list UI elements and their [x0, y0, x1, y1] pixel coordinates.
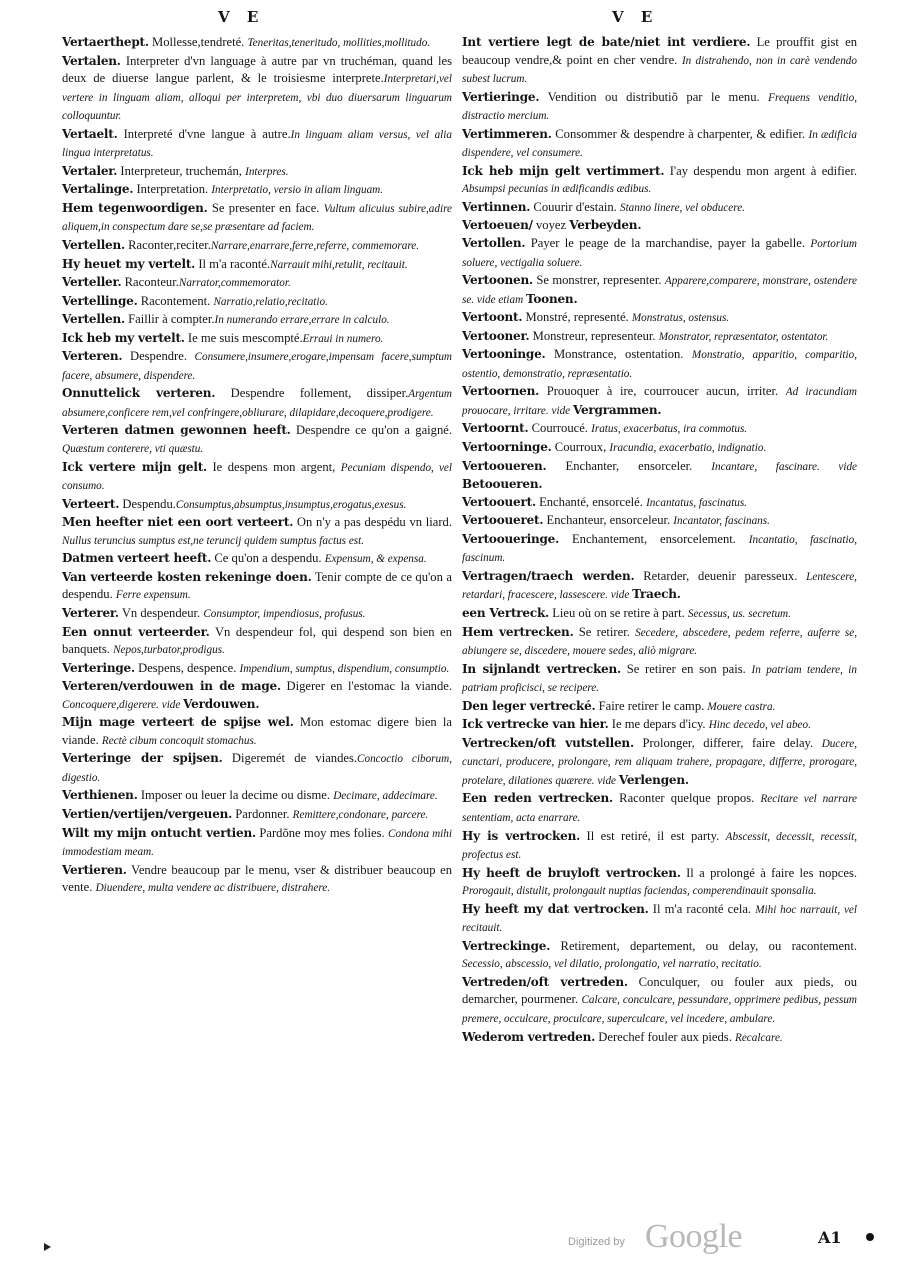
headword: Vertaerthept. [62, 35, 149, 49]
dictionary-entry [62, 459, 452, 496]
french-gloss: Vendre beaucoup par le menu, vser & distribuer beaucoup en vente. [62, 862, 452, 895]
french-gloss: Enchanter, ensorceler. [546, 458, 712, 473]
dictionary-entry [62, 256, 452, 275]
dictionary-entry [462, 974, 857, 1029]
dictionary-entry [62, 181, 452, 200]
latin-gloss: Pecuniam dispendo, vel consumo. [62, 461, 452, 493]
right-running-header: V E [612, 8, 659, 26]
dictionary-entry [62, 53, 452, 126]
headword: Vertieringe. [462, 89, 540, 104]
latin-gloss: Lentescere, retardari, fracescere, lassescere. vide [462, 570, 857, 602]
dictionary-entry [462, 163, 857, 199]
latin-gloss: Diuendere, multa vendere ac distribuere, distrahere. [95, 882, 331, 895]
dictionary-entry [462, 624, 857, 661]
headword: Verteren datmen gewonnen heeft. [62, 423, 291, 438]
dictionary-entry [62, 422, 452, 458]
headword: Vertoont. [462, 310, 523, 325]
french-gloss: Il m'a raconté. [195, 256, 271, 271]
french-gloss: Ce qu'on a despendu. [211, 551, 325, 566]
dictionary-entry [462, 126, 857, 163]
dictionary-entry [62, 126, 452, 163]
headword: Verteller. [62, 275, 122, 290]
latin-gloss: Decimare, addecimare. [333, 790, 438, 803]
french-gloss: Faire retirer le camp. [595, 698, 708, 713]
french-gloss: Raconter,reciter. [125, 238, 211, 253]
french-gloss: Monstreur, representeur. [529, 328, 659, 343]
french-gloss: Imposer ou leuer la decime ou disme. [137, 788, 334, 803]
dictionary-entry [62, 660, 452, 679]
french-gloss: Monstré, representé. [522, 310, 632, 325]
latin-gloss: Monstrator, repræsentator, ostentator. [658, 330, 829, 343]
latin-gloss: Incantare, fascinare. vide [711, 460, 858, 473]
french-gloss: Se retirer en son pais. [621, 661, 752, 676]
headword: Vertreckinge. [462, 938, 551, 953]
french-gloss: Lieu où on se retire à part. [549, 605, 688, 620]
latin-gloss: Quæstum conterere, vti quæstu. [62, 443, 204, 456]
headword: Int vertiere legt de bate/niet int verdiere. [462, 35, 751, 49]
dictionary-entry [462, 494, 857, 513]
headword: Een reden vertrecken. [462, 791, 613, 806]
headword: Verteringe der spijsen. [62, 751, 223, 766]
latin-gloss: Recitare vel narrare sententiam, acta enarrare. [462, 793, 857, 824]
headword: Vertellen. [62, 312, 125, 327]
headword: Vertrecken/oft vutstellen. [462, 735, 634, 750]
dictionary-entry [62, 496, 452, 515]
headword: Vertooueret. [462, 513, 544, 528]
dictionary-entry [62, 237, 452, 256]
dictionary-entry [462, 512, 857, 531]
french-gloss: Pardõne moy mes folies. [255, 825, 389, 840]
latin-gloss: Portorium soluere, vectigalia soluere. [462, 238, 857, 269]
french-gloss: Payer le peage de la marchandise, payer la gabelle. [525, 236, 811, 251]
french-gloss: Racontement. [137, 293, 214, 308]
headword: Den leger vertrecké. [462, 698, 596, 713]
left-column [62, 34, 452, 898]
headword: Vertellinge. [62, 293, 138, 308]
french-gloss: Ie despens mon argent, [207, 459, 341, 474]
dictionary-entry [462, 458, 857, 494]
latin-gloss: Narrare,enarrare,ferre,referre, commemorare. [210, 240, 420, 253]
french-gloss: Tenir compte de ce qu'on a despendu. [62, 569, 452, 602]
french-gloss: Enchantement, ensorcelement. [559, 531, 749, 546]
french-gloss: Ie me depars d'icy. [608, 717, 709, 732]
headword: Verterer. [62, 605, 119, 620]
dictionary-entry [462, 938, 857, 974]
latin-gloss: Secessus, us. secretum. [687, 607, 791, 620]
dictionary-entry [462, 217, 857, 235]
headword: Vertooueren. [462, 458, 547, 473]
headword: Mijn mage verteert de spijse wel. [62, 715, 294, 730]
latin-gloss: Secessio, abscessio, vel dilatio, prolongatio, vel narratio, recitatio. [462, 958, 762, 971]
french-gloss: I'ay despendu mon argent à edifier. [664, 163, 858, 178]
dictionary-entry [462, 1029, 857, 1048]
french-gloss: Vn despendeur. [118, 605, 204, 620]
headword: Vertollen. [462, 236, 526, 251]
headword: Vertooner. [462, 328, 530, 343]
headword: Vertellen. [62, 238, 125, 253]
french-gloss: Prolonger, differer, faire delay. [633, 735, 822, 750]
latin-gloss: Ad iracundiam prouocare, irritare. vide [462, 386, 858, 417]
headword: Vertoonen. [462, 273, 533, 288]
french-gloss: Pardonner. [232, 806, 293, 821]
headword: Vertalinge. [62, 182, 134, 197]
latin-gloss: Nepos,turbator,prodigus. [113, 644, 225, 657]
french-gloss: voyez [532, 218, 570, 233]
left-running-header: V E [218, 8, 265, 26]
french-gloss: Il m'a raconté cela. [648, 901, 756, 916]
cross-reference: Toonen. [526, 291, 578, 306]
latin-gloss: Interpretari,vel vertere in linguam aliam, alloqui per interpretem, vbi duo diuersarum linguarum colloquuntur. [62, 73, 452, 123]
headword: Hem tegenwoordigen. [62, 200, 208, 215]
dictionary-entry [62, 200, 452, 237]
dictionary-entry [62, 514, 452, 550]
latin-gloss: Argentum absumere,conficere rem,vel confringere,obliurare, dilapidare,decoquere,prodigere. [62, 388, 452, 419]
latin-gloss: Narrauit mihi,retulit, recitauit. [270, 258, 408, 271]
french-gloss: Vendition ou distributiõ par le menu. [539, 89, 769, 104]
dictionary-entry [62, 624, 452, 660]
dictionary-entry [462, 716, 857, 735]
dictionary-entry [62, 293, 452, 312]
headword: Hem vertrecken. [462, 624, 574, 639]
cross-reference: Verlengen. [618, 772, 689, 787]
dictionary-entry [62, 311, 452, 330]
dictionary-entry [62, 825, 452, 862]
dictionary-entry [462, 828, 857, 865]
headword: Hy is vertrocken. [462, 828, 581, 843]
dictionary-entry [62, 274, 452, 293]
headword: Vertinnen. [462, 199, 531, 214]
french-gloss: Retarder, deuenir paresseux. [634, 568, 807, 583]
latin-gloss: Recalcare. [735, 1031, 783, 1044]
french-gloss: Enchanté, ensorcelé. [535, 494, 647, 509]
dictionary-entry [62, 714, 452, 750]
latin-gloss: In distrahendo, non in carè vendendo subest lucrum. [462, 54, 857, 86]
french-gloss: Mon estomac digere bien la viande. [62, 715, 452, 747]
dictionary-entry [62, 750, 452, 787]
latin-gloss: Interpres. [245, 165, 289, 178]
latin-gloss: Absumpsi pecunias in ædificandis ædibus. [462, 183, 652, 196]
headword: Vertaler. [62, 163, 118, 178]
dictionary-entry [62, 787, 452, 806]
latin-gloss: Iratus, exacerbatus, ira commotus. [591, 423, 748, 436]
french-gloss: Monstrance, ostentation. [545, 347, 692, 362]
headword: Hy heeft de bruyloft vertrocken. [462, 865, 681, 880]
latin-gloss: Stanno linere, vel obducere. [619, 201, 745, 214]
latin-gloss: Abscessit, decessit, recessit, profectus est. [462, 830, 857, 862]
latin-gloss: Apparere,comparere, monstrare, ostendere se. vide etiam [462, 275, 857, 306]
french-gloss: Interpreteur, truchemán, [117, 163, 246, 178]
dictionary-entry [462, 89, 857, 126]
french-gloss: Raconteur. [121, 275, 179, 290]
cross-reference: Traech. [632, 587, 681, 602]
latin-gloss: Consumptor, impendiosus, profusus. [203, 607, 366, 620]
latin-gloss: Consumere,insumere,erogare,impensam facere,sumptum facere, absumere, dispendere. [62, 351, 452, 382]
headword: Verteren. [62, 349, 123, 364]
latin-gloss: Condona mihi immodestiam meam. [62, 827, 452, 859]
dictionary-entry [462, 661, 857, 698]
french-gloss: Interpreté d'vne langue à autre. [117, 126, 291, 141]
latin-gloss: Erraui in numero. [302, 332, 384, 345]
latin-gloss: Incantatio, fascinatio, fascinum. [462, 533, 857, 565]
french-gloss: Despendre follement, dissiper. [215, 386, 409, 401]
dictionary-entry [62, 163, 452, 182]
dictionary-entry [462, 605, 857, 624]
latin-gloss: Vultum alicuius subire,adire aliquem,in conspectum dare se,se præsentare ad faciem. [62, 202, 453, 234]
latin-gloss: Concoctio ciborum, digestio. [62, 753, 452, 784]
headword: Men heefter niet een oort verteert. [62, 515, 294, 530]
digitized-by-label: Digitized by [568, 1236, 625, 1248]
french-gloss: Conculquer, ou fouler aux pieds, ou demarcher, pourmener. [462, 974, 857, 1007]
latin-gloss: Ferre expensum. [115, 589, 191, 602]
latin-gloss: Incantator, fascinans. [673, 515, 770, 528]
french-gloss: Raconter quelque propos. [613, 791, 761, 806]
headword: Ick vertrecke van hier. [462, 717, 609, 732]
latin-gloss: Narrator,commemorator. [178, 277, 291, 290]
dictionary-entry [62, 348, 452, 385]
latin-gloss: In patriam tendere, in patriam proficisci, se recipere. [462, 663, 857, 695]
dictionary-entry [462, 698, 857, 717]
french-gloss: Faillir à compter. [125, 312, 215, 327]
headword: Vertoouert. [462, 494, 536, 509]
latin-gloss: In linguam aliam versus, vel alia lingua interpretatus. [62, 128, 452, 160]
headword: Vertooninge. [462, 347, 546, 362]
latin-gloss: Remittere,condonare, parcere. [292, 808, 429, 821]
dictionary-entry [62, 385, 452, 422]
headword: Verteert. [62, 496, 120, 511]
headword: Vertoornen. [462, 384, 540, 399]
headword: Wederom vertreden. [462, 1029, 596, 1044]
page-number: A1 [818, 1228, 842, 1247]
french-gloss: Interpreter d'vn language à autre par vn truchéman, quand les deux de diuerse langue parlent, & le troisiesme interprete. [62, 53, 452, 86]
dictionary-entry [462, 790, 857, 827]
dictionary-entry [462, 272, 857, 309]
french-gloss: Derechef fouler aux pieds. [595, 1029, 735, 1044]
headword: Vertieren. [62, 862, 127, 877]
french-gloss: Digerer en l'estomac la viande. [280, 679, 452, 694]
latin-gloss: Concoquere,digerere. vide [62, 698, 184, 711]
headword: Vertoornt. [462, 421, 529, 436]
french-gloss: Vn despendeur fol, qui despend son bien en banquets. [62, 624, 453, 657]
dictionary-entry [62, 605, 452, 624]
french-gloss: Prouoquer à ire, courroucer aucun, irriter. [539, 384, 786, 399]
dictionary-entry [62, 569, 452, 605]
french-gloss: Il a prolongé à faire les nopces. [680, 865, 857, 880]
dictionary-entry [462, 34, 857, 89]
latin-gloss: Calcare, conculcare, pessundare, opprimere pedibus, pessum premere, occulcare, proculcare, superculcare, vel incedere, ambulare. [462, 994, 857, 1025]
french-gloss: Despendre ce qu'on a gaigné. [290, 423, 452, 438]
dictionary-entry [62, 806, 452, 825]
latin-gloss: Expensum, & expensa. [324, 553, 427, 566]
headword: Vertreden/oft vertreden. [462, 974, 628, 989]
headword: Vertooueringe. [462, 531, 560, 546]
headword: In sijnlandt vertrecken. [462, 661, 621, 676]
latin-gloss: Ducere, cunctari, producere, prolongare, rem aliquam trahere, propagare, differre, prorogare, protelare, dilationes quærere. vide [462, 737, 857, 787]
dictionary-entry [62, 550, 452, 569]
headword: Datmen verteert heeft. [62, 551, 212, 566]
latin-gloss: Interpretatio, versio in aliam linguam. [211, 184, 384, 197]
headword: Vertoeuen/ [462, 218, 533, 233]
latin-gloss: Nullus teruncius sumptus est,ne teruncij quidem sumptus factus est. [62, 534, 365, 547]
google-watermark: Google [645, 1218, 743, 1255]
latin-gloss: Incantatus, fascinatus. [646, 496, 748, 509]
french-gloss: Couurir d'estain. [530, 199, 620, 214]
latin-gloss: In ædificia dispendere, vel consumere. [462, 128, 857, 160]
french-gloss: Se presenter en face. [207, 200, 324, 215]
headword: Ick heb mijn gelt vertimmert. [462, 163, 665, 178]
dictionary-entry [462, 309, 857, 328]
cross-reference: Betooueren. [462, 477, 543, 492]
french-gloss: Digeremét de viandes. [222, 751, 358, 766]
french-gloss: Consommer & despendre à charpenter, & edifier. [551, 126, 809, 141]
headword: Van verteerde kosten rekeninge doen. [62, 569, 312, 584]
latin-gloss: Prorogauit, distulit, prolongauit nuptias faciendas, comperendinauit sponsalia. [462, 885, 817, 898]
latin-gloss: Iracundia, exacerbatio, indignatio. [609, 442, 767, 455]
latin-gloss: Narratio,relatio,recitatio. [213, 295, 328, 308]
french-gloss: Courroucé. [528, 421, 592, 436]
french-gloss: Despens, despence. [134, 660, 240, 675]
bullet-mark [866, 1233, 874, 1241]
headword: Vertoorninge. [462, 440, 552, 455]
headword: Hy heeft my dat vertrocken. [462, 901, 649, 916]
dictionary-entry [62, 862, 452, 898]
dictionary-entry [462, 735, 857, 791]
latin-gloss: Frequens venditio, distractio mercium. [462, 91, 857, 123]
french-gloss: Mollesse,tendreté. [148, 35, 248, 49]
dictionary-entry [462, 865, 857, 901]
latin-gloss: In numerando errare,errare in calculo. [214, 314, 390, 327]
headword: Vertalen. [62, 53, 121, 68]
french-gloss: Se retirer. [573, 624, 636, 639]
headword: Verteren/verdouwen in de mage. [62, 679, 281, 694]
latin-gloss: Mihi hoc narrauit, vel recitauit. [462, 903, 857, 935]
headword: Ick vertere mijn gelt. [62, 459, 208, 474]
french-gloss: Despendu. [119, 496, 176, 511]
latin-gloss: Rectè cibum concoquit stomachus. [101, 734, 257, 747]
headword: Vertien/vertijen/vergeuen. [62, 806, 233, 821]
page-corner-mark [44, 1243, 51, 1251]
dictionary-entry [462, 199, 857, 218]
french-gloss: Despendre. [122, 349, 195, 364]
latin-gloss: Impendium, sumptus, dispendium, consumptio. [239, 662, 450, 675]
dictionary-entry [462, 439, 857, 458]
latin-gloss: Monstratus, ostensus. [631, 312, 730, 325]
headword: Verthienen. [62, 788, 138, 803]
latin-gloss: Teneritas,teneritudo, mollities,mollitudo. [247, 37, 431, 49]
french-gloss: Courroux, [551, 440, 610, 455]
right-column [462, 34, 857, 1047]
headword: Ick heb my vertelt. [62, 330, 185, 345]
french-gloss: Ie me suis mescompté. [184, 330, 303, 345]
french-gloss: On n'y a pas despédu vn liard. [293, 515, 452, 530]
dictionary-entry [462, 420, 857, 439]
french-gloss: Il est retiré, il est party. [580, 828, 726, 843]
dictionary-entry [462, 901, 857, 938]
dictionary-entry [462, 568, 857, 605]
headword: Wilt my mijn ontucht vertien. [62, 825, 256, 840]
latin-gloss: Secedere, abscedere, pedem referre, auferre se, abiungere se, discedere, mouere sedes, aliò migrare. [462, 626, 857, 658]
headword: Onnuttelick verteren. [62, 386, 216, 401]
dictionary-entry [62, 34, 452, 53]
dictionary-entry [462, 328, 857, 347]
dictionary-entry [462, 235, 857, 272]
cross-reference: Vergrammen. [572, 402, 662, 417]
french-gloss: Se monstrer, representer. [532, 273, 665, 288]
dictionary-entry [62, 330, 452, 349]
headword: Vertimmeren. [462, 126, 552, 141]
headword: Vertragen/traech werden. [462, 568, 635, 583]
french-gloss: Enchanteur, ensorceleur. [543, 513, 674, 528]
dictionary-entry [62, 678, 452, 714]
cross-reference: Verdouwen. [183, 696, 260, 711]
headword: een Vertreck. [462, 605, 550, 620]
french-gloss: Le prouffit gist en beaucoup vendre,& point en cher vendre. [462, 35, 857, 67]
headword: Hy heuet my vertelt. [62, 256, 196, 271]
cross-reference: Verbeyden. [569, 218, 642, 233]
french-gloss: Interpretation. [133, 182, 212, 197]
latin-gloss: Hinc decedo, vel abeo. [708, 719, 811, 732]
dictionary-entry [462, 383, 857, 420]
latin-gloss: Monstratio, apparitio, comparitio, ostentio, demonstratio, repræsentatio. [462, 349, 857, 380]
latin-gloss: Mouere castra. [707, 700, 776, 713]
latin-gloss: Consumptus,absumptus,insumptus,erogatus,exesus. [175, 498, 407, 511]
dictionary-entry [462, 531, 857, 568]
headword: Vertaelt. [62, 126, 118, 141]
headword: Een onnut verteerder. [62, 624, 210, 639]
french-gloss: Retirement, departement, ou delay, ou racontement. [550, 938, 857, 953]
dictionary-entry [462, 346, 857, 383]
headword: Verteringe. [62, 660, 135, 675]
